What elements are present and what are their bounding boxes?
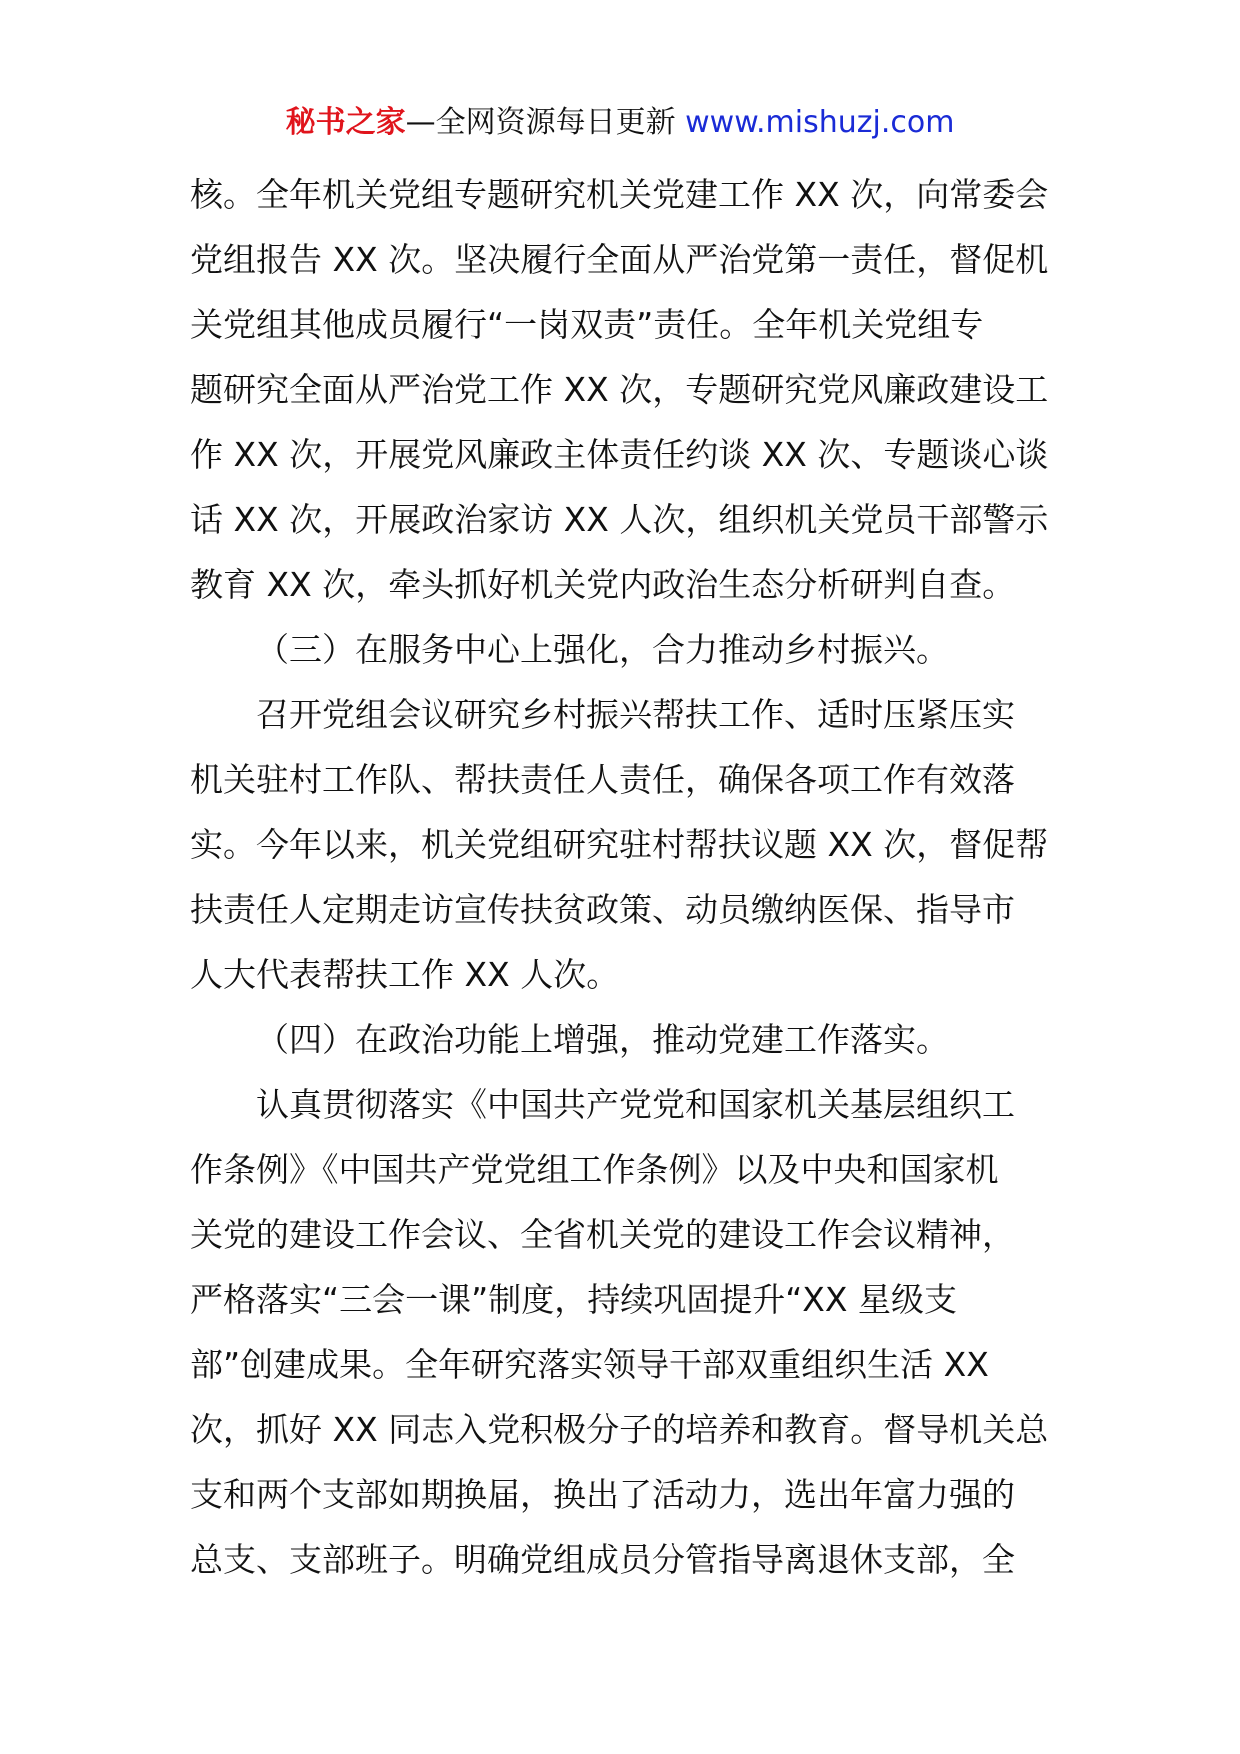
body-text-line: 题研究全面从严治党工作 XX 次，专题研究党风廉政建设工 xyxy=(190,370,1049,409)
site-tagline: —全网资源每日更新 xyxy=(405,105,676,140)
site-brand: 秘书之家 xyxy=(285,105,406,140)
site-header xyxy=(0,100,1240,146)
body-text-line: （四）在政治功能上增强，推动党建工作落实。 xyxy=(256,1020,949,1059)
body-text-line: 认真贯彻落实《中国共产党党和国家机关基层组织工 xyxy=(256,1085,1015,1124)
body-text-line: 关党的建设工作会议、全省机关党的建设工作会议精神， xyxy=(190,1215,1015,1254)
document-body xyxy=(190,162,1060,1592)
body-text-line: 部”创建成果。全年研究落实领导干部双重组织生活 XX xyxy=(190,1345,989,1384)
body-text-line: 严格落实“三会一课”制度，持续巩固提升“XX 星级支 xyxy=(190,1280,957,1319)
body-text-line: 总支、支部班子。明确党组成员分管指导离退休支部，全 xyxy=(190,1540,1015,1579)
site-url-link[interactable]: www.mishuzj.com xyxy=(685,105,955,140)
body-text-line: 次，抓好 XX 同志入党积极分子的培养和教育。督导机关总 xyxy=(190,1410,1049,1449)
body-text-line: 关党组其他成员履行“一岗双责”责任。全年机关党组专 xyxy=(190,305,984,344)
body-text-line: 支和两个支部如期换届，换出了活动力，选出年富力强的 xyxy=(190,1475,1015,1514)
body-text-line: 机关驻村工作队、帮扶责任人责任，确保各项工作有效落 xyxy=(190,760,1015,799)
body-text-line: 教育 XX 次，牵头抓好机关党内政治生态分析研判自查。 xyxy=(190,565,1016,604)
body-text-line: 人大代表帮扶工作 XX 人次。 xyxy=(190,955,620,994)
body-text-line: 话 XX 次，开展政治家访 XX 人次，组织机关党员干部警示 xyxy=(190,500,1049,539)
body-text-line: 召开党组会议研究乡村振兴帮扶工作、适时压紧压实 xyxy=(256,695,1015,734)
body-text-line: （三）在服务中心上强化，合力推动乡村振兴。 xyxy=(256,630,949,669)
body-text-line: 核。全年机关党组专题研究机关党建工作 XX 次，向常委会 xyxy=(190,175,1049,214)
body-text-line: 党组报告 XX 次。坚决履行全面从严治党第一责任，督促机 xyxy=(190,240,1049,279)
body-text-line: 实。今年以来，机关党组研究驻村帮扶议题 XX 次，督促帮 xyxy=(190,825,1049,864)
body-text-line: 扶责任人定期走访宣传扶贫政策、动员缴纳医保、指导市 xyxy=(190,890,1015,929)
body-text-line: 作 XX 次，开展党风廉政主体责任约谈 XX 次、专题谈心谈 xyxy=(190,435,1049,474)
body-text-line: 作条例》《中国共产党党组工作条例》以及中央和国家机 xyxy=(190,1150,999,1189)
